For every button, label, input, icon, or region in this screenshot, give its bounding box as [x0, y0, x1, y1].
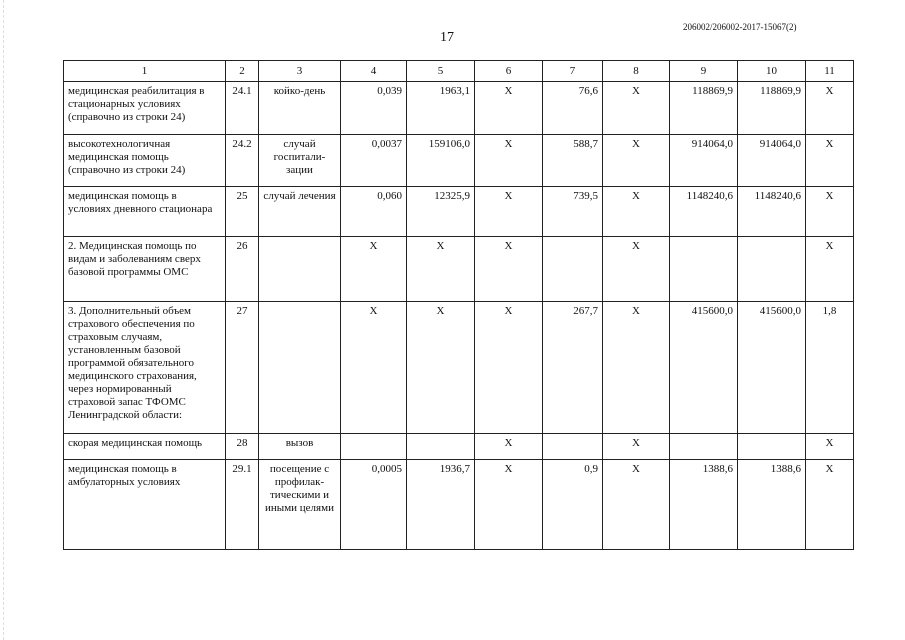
- value-cell: 914064,0: [670, 135, 738, 187]
- scan-edge: [0, 0, 4, 640]
- column-header: 4: [341, 61, 407, 82]
- column-header: 3: [259, 61, 341, 82]
- value-cell: 0,039: [341, 82, 407, 135]
- value-cell: 739,5: [543, 187, 603, 237]
- value-cell: 76,6: [543, 82, 603, 135]
- table-row: [64, 237, 854, 302]
- value-cell: X: [603, 302, 670, 434]
- column-header: 7: [543, 61, 603, 82]
- row-number: 24.1: [226, 82, 259, 135]
- value-cell: [670, 237, 738, 302]
- value-cell: X: [475, 237, 543, 302]
- value-cell: X: [806, 82, 854, 135]
- row-number: 25: [226, 187, 259, 237]
- value-cell: 0,0037: [341, 135, 407, 187]
- value-cell: X: [475, 82, 543, 135]
- row-label: 3. Дополнительный объем страхового обеспечения по страховым случаям, установленным базовой программой обязательного медицинского страхования, через нормированный страховой запас ТФОМС Ленинградской области:: [64, 302, 226, 434]
- column-header: 1: [64, 61, 226, 82]
- document-code: 206002/206002-2017-15067(2): [683, 22, 797, 32]
- value-cell: X: [806, 187, 854, 237]
- value-cell: X: [806, 434, 854, 460]
- unit-cell: случай лечения: [259, 187, 341, 237]
- value-cell: 1148240,6: [738, 187, 806, 237]
- header-row: [64, 61, 854, 82]
- value-cell: X: [603, 187, 670, 237]
- column-header: 9: [670, 61, 738, 82]
- row-number: 24.2: [226, 135, 259, 187]
- column-header: 8: [603, 61, 670, 82]
- value-cell: 0,9: [543, 460, 603, 550]
- value-cell: [543, 434, 603, 460]
- value-cell: X: [603, 460, 670, 550]
- row-label: высокотехнологичная медицинская помощь (справочно из строки 24): [64, 135, 226, 187]
- unit-cell: вызов: [259, 434, 341, 460]
- row-label: медицинская помощь в условиях дневного стационара: [64, 187, 226, 237]
- value-cell: X: [603, 237, 670, 302]
- value-cell: 1388,6: [670, 460, 738, 550]
- value-cell: [341, 434, 407, 460]
- row-number: 27: [226, 302, 259, 434]
- value-cell: X: [475, 460, 543, 550]
- column-header: 11: [806, 61, 854, 82]
- table-row: [64, 187, 854, 237]
- unit-cell: [259, 237, 341, 302]
- value-cell: X: [341, 237, 407, 302]
- value-cell: 0,060: [341, 187, 407, 237]
- value-cell: [543, 237, 603, 302]
- value-cell: 588,7: [543, 135, 603, 187]
- value-cell: 159106,0: [407, 135, 475, 187]
- row-number: 29.1: [226, 460, 259, 550]
- value-cell: 1388,6: [738, 460, 806, 550]
- unit-cell: случай госпитали-зации: [259, 135, 341, 187]
- value-cell: X: [603, 434, 670, 460]
- value-cell: 1,8: [806, 302, 854, 434]
- row-label: медицинская реабилитация в стационарных условиях (справочно из строки 24): [64, 82, 226, 135]
- value-cell: 12325,9: [407, 187, 475, 237]
- row-number: 26: [226, 237, 259, 302]
- value-cell: [670, 434, 738, 460]
- value-cell: 1963,1: [407, 82, 475, 135]
- column-header: 6: [475, 61, 543, 82]
- value-cell: X: [603, 82, 670, 135]
- value-cell: 0,0005: [341, 460, 407, 550]
- value-cell: X: [806, 237, 854, 302]
- value-cell: 1148240,6: [670, 187, 738, 237]
- value-cell: X: [475, 302, 543, 434]
- data-table: [63, 60, 854, 550]
- value-cell: X: [475, 187, 543, 237]
- unit-cell: койко-день: [259, 82, 341, 135]
- unit-cell: [259, 302, 341, 434]
- value-cell: X: [475, 434, 543, 460]
- value-cell: X: [341, 302, 407, 434]
- value-cell: [407, 434, 475, 460]
- unit-cell: посещение с профилак-тическими и иными целями: [259, 460, 341, 550]
- row-number: 28: [226, 434, 259, 460]
- column-header: 10: [738, 61, 806, 82]
- value-cell: 914064,0: [738, 135, 806, 187]
- column-header: 5: [407, 61, 475, 82]
- table-row: [64, 82, 854, 135]
- row-label: медицинская помощь в амбулаторных условиях: [64, 460, 226, 550]
- value-cell: 267,7: [543, 302, 603, 434]
- value-cell: X: [806, 460, 854, 550]
- value-cell: X: [603, 135, 670, 187]
- value-cell: 118869,9: [738, 82, 806, 135]
- table-row: [64, 302, 854, 434]
- column-header: 2: [226, 61, 259, 82]
- row-label: 2. Медицинская помощь по видам и заболеваниям сверх базовой программы ОМС: [64, 237, 226, 302]
- value-cell: X: [407, 237, 475, 302]
- table-row: [64, 434, 854, 460]
- value-cell: X: [806, 135, 854, 187]
- table-row: [64, 135, 854, 187]
- value-cell: 415600,0: [738, 302, 806, 434]
- table-row: [64, 460, 854, 550]
- value-cell: X: [475, 135, 543, 187]
- value-cell: [738, 434, 806, 460]
- value-cell: 1936,7: [407, 460, 475, 550]
- value-cell: [738, 237, 806, 302]
- value-cell: X: [407, 302, 475, 434]
- value-cell: 118869,9: [670, 82, 738, 135]
- row-label: скорая медицинская помощь: [64, 434, 226, 460]
- page-number: 17: [440, 30, 454, 45]
- value-cell: 415600,0: [670, 302, 738, 434]
